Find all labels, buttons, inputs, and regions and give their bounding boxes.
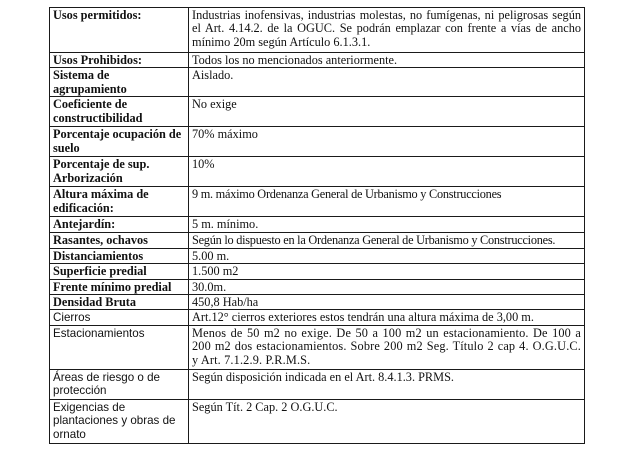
- row-label-altura-maxima: Altura máxima de edificación:: [50, 187, 189, 217]
- row-label-coeficiente-constructibilidad: Coeficiente de constructibilidad: [50, 97, 189, 127]
- table-row: [50, 187, 585, 217]
- table-row: [50, 217, 585, 232]
- row-label-usos-prohibidos: Usos Prohibidos:: [50, 53, 189, 68]
- table-row: [50, 279, 585, 294]
- row-label-usos-permitidos: Usos permitidos:: [50, 8, 189, 53]
- table-row: [50, 68, 585, 97]
- row-label-exigencias-plantaciones: Exigencias de plantaciones y obras de ornato: [50, 399, 189, 443]
- row-value-sistema-agrupamiento: Aislado.: [189, 68, 585, 97]
- table-row: [50, 127, 585, 157]
- row-value-altura-maxima: 9 m. máximo Ordenanza General de Urbanismo y Construcciones: [189, 187, 585, 217]
- row-label-densidad-bruta: Densidad Bruta: [50, 295, 189, 310]
- table-row: [50, 157, 585, 187]
- row-value-areas-riesgo: Según disposición indicada en el Art. 8.4.1.3. PRMS.: [189, 369, 585, 399]
- row-value-frente-minimo: 30.0m.: [189, 279, 585, 294]
- table-row: [50, 248, 585, 263]
- row-value-porcentaje-arborizacion: 10%: [189, 157, 585, 187]
- table-row: [50, 325, 585, 369]
- row-label-cierros: Cierros: [50, 310, 189, 325]
- table-row: [50, 8, 585, 53]
- row-label-antejardin: Antejardín:: [50, 217, 189, 232]
- table-row: [50, 53, 585, 68]
- table-row: [50, 399, 585, 443]
- row-label-distanciamientos: Distanciamientos: [50, 248, 189, 263]
- zoning-conditions-table: [49, 7, 585, 444]
- row-value-exigencias-plantaciones: Según Tít. 2 Cap. 2 O.G.U.C.: [189, 399, 585, 443]
- row-label-superficie-predial: Superficie predial: [50, 264, 189, 279]
- table-row: [50, 369, 585, 399]
- row-value-cierros: Art.12° cierros exteriores estos tendrán una altura máxima de 3,00 m.: [189, 310, 585, 325]
- row-label-areas-riesgo: Áreas de riesgo o de protección: [50, 369, 189, 399]
- row-label-estacionamientos: Estacionamientos: [50, 325, 189, 369]
- row-value-estacionamientos: Menos de 50 m2 no exige. De 50 a 100 m2 un estacionamiento. De 100 a 200 m2 dos estacionamientos. Sobre 200 m2 Seg. Título 2 cap 4. O.G.U.C. y Art. 7.1.2.9. P.R.M.S.: [189, 325, 585, 369]
- table-row: [50, 295, 585, 310]
- row-value-coeficiente-constructibilidad: No exige: [189, 97, 585, 127]
- row-value-antejardin: 5 m. mínimo.: [189, 217, 585, 232]
- table-row: [50, 232, 585, 248]
- table-row: [50, 97, 585, 127]
- row-value-usos-permitidos: Industrias inofensivas, industrias molestas, no fumígenas, ni peligrosas según el Art. 4.14.2. de la OGUC. Se podrán emplazar con frente a vías de ancho mínimo 20m según Artículo 6.1.3.1.: [189, 8, 585, 53]
- row-value-densidad-bruta: 450,8 Hab/ha: [189, 295, 585, 310]
- table-row: [50, 264, 585, 279]
- row-value-porcentaje-ocupacion: 70% máximo: [189, 127, 585, 157]
- row-label-frente-minimo: Frente mínimo predial: [50, 279, 189, 294]
- row-label-porcentaje-arborizacion: Porcentaje de sup. Arborización: [50, 157, 189, 187]
- row-label-porcentaje-ocupacion: Porcentaje ocupación de suelo: [50, 127, 189, 157]
- row-value-superficie-predial: 1.500 m2: [189, 264, 585, 279]
- row-label-rasantes-ochavos: Rasantes, ochavos: [50, 232, 189, 248]
- row-value-usos-prohibidos: Todos los no mencionados anteriormente.: [189, 53, 585, 68]
- row-value-rasantes-ochavos: Según lo dispuesto en la Ordenanza General de Urbanismo y Construcciones.: [189, 232, 585, 248]
- row-value-distanciamientos: 5.00 m.: [189, 248, 585, 263]
- row-label-sistema-agrupamiento: Sistema de agrupamiento: [50, 68, 189, 97]
- table-row: [50, 310, 585, 325]
